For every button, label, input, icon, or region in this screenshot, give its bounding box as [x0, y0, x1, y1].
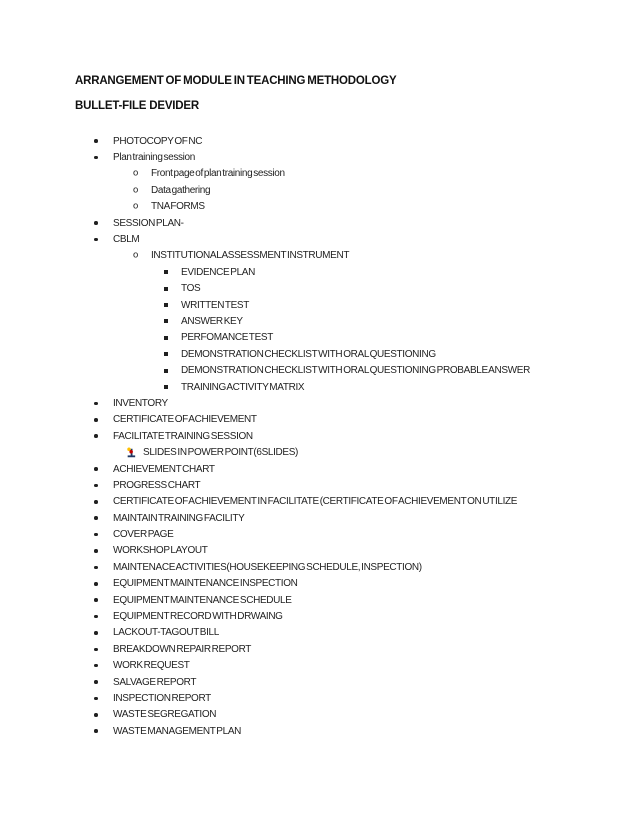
- disc-bullet-icon: [94, 680, 113, 684]
- list-item: [0, 608, 638, 624]
- colored-arrow-bullet-icon: [126, 447, 143, 458]
- square-bullet-icon: [164, 369, 181, 373]
- list-item-text: BREAKDOWN REPAIR REPORT: [113, 643, 252, 655]
- list-item: [0, 215, 638, 231]
- disc-bullet-icon: [94, 664, 113, 668]
- list-item: [0, 576, 638, 592]
- list-item: [0, 526, 638, 542]
- list-item: [0, 543, 638, 559]
- list-item-text: PHOTOCOPY OF NC: [113, 135, 203, 147]
- disc-bullet-icon: [94, 484, 113, 488]
- list-item: [0, 641, 638, 657]
- list-item-text: PERFOMANCE TEST: [181, 332, 273, 344]
- disc-bullet-icon: [94, 598, 113, 602]
- list-item-text: MAINTENACE ACTIVITIES(HOUSEKEEPING SCHEDULE, INSPECTION): [113, 561, 422, 573]
- disc-bullet-icon: [94, 697, 113, 701]
- list-item-text: LACKOUT-TAGOUT BILL: [113, 627, 219, 639]
- disc-bullet-icon: [94, 221, 113, 225]
- list-item-text: SALVAGE REPORT: [113, 676, 197, 688]
- disc-bullet-icon: [94, 729, 113, 733]
- list-item-text: CBLM: [113, 234, 140, 246]
- bullet-list: [0, 133, 638, 739]
- disc-bullet-icon: [94, 467, 113, 471]
- list-item: [0, 297, 638, 313]
- list-item-text: SLIDES IN POWER POINT(6SLIDES): [143, 447, 299, 459]
- list-item: [0, 477, 638, 493]
- square-bullet-icon: [164, 303, 181, 307]
- list-item-text: TRAINING ACTIVITY MATRIX: [181, 381, 305, 393]
- list-item: [0, 625, 638, 641]
- list-item: [0, 674, 638, 690]
- list-item-text: Plan training session: [113, 152, 195, 164]
- list-item: [0, 346, 638, 362]
- square-bullet-icon: [164, 385, 181, 389]
- square-bullet-icon: [164, 336, 181, 340]
- list-item: [0, 281, 638, 297]
- list-item-text: WORKSHOP LAYOUT: [113, 545, 208, 557]
- list-item-text: DEMONSTRATION CHECKLIST WITH ORAL QUESTIONING: [181, 348, 436, 360]
- list-item-text: INSPECTION REPORT: [113, 692, 211, 704]
- list-item-text: INVENTORY: [113, 397, 168, 409]
- list-item-text: EQUIPMENT MAINTENANCE SCHEDULE: [113, 594, 292, 606]
- disc-bullet-icon: [94, 156, 113, 160]
- disc-bullet-icon: [94, 533, 113, 537]
- square-bullet-icon: [164, 270, 181, 274]
- list-item-text: TNA FORMS: [151, 201, 205, 213]
- disc-bullet-icon: [94, 434, 113, 438]
- list-item: [0, 707, 638, 723]
- list-item: [0, 362, 638, 378]
- list-item: [0, 428, 638, 444]
- list-item-text: CERTIFICATE OF ACHIEVEMENT: [113, 414, 257, 426]
- list-item-text: Front page of plan training session: [151, 168, 285, 180]
- disc-bullet-icon: [94, 516, 113, 520]
- list-item-text: WASTE MANAGEMENT PLAN: [113, 725, 242, 737]
- disc-bullet-icon: [94, 566, 113, 570]
- list-item: [0, 248, 638, 264]
- list-item: [0, 264, 638, 280]
- document-title: ARRANGEMENT OF MODULE IN TEACHING METHODOLOGY: [75, 75, 397, 87]
- square-bullet-icon: [164, 352, 181, 356]
- list-item-text: EVIDENCE PLAN: [181, 266, 255, 278]
- list-item: [0, 199, 638, 215]
- list-item-text: WORK REQUEST: [113, 660, 190, 672]
- list-item-text: WRITTEN TEST: [181, 299, 250, 311]
- list-item: [0, 330, 638, 346]
- square-bullet-icon: [164, 287, 181, 291]
- disc-bullet-icon: [94, 500, 113, 504]
- list-item-text: FACILITATE TRAINING SESSION: [113, 430, 253, 442]
- list-item: [0, 723, 638, 739]
- list-item: [0, 592, 638, 608]
- list-item: [0, 395, 638, 411]
- square-bullet-icon: [164, 319, 181, 323]
- circle-bullet-icon: o: [133, 200, 139, 212]
- disc-bullet-icon: [94, 582, 113, 586]
- document-subtitle: BULLET-FILE DEVIDER: [75, 100, 199, 112]
- list-item: [0, 149, 638, 165]
- list-item-text: EQUIPMENT RECORD WITH DRWAING: [113, 611, 283, 623]
- list-item: [0, 231, 638, 247]
- disc-bullet-icon: [94, 648, 113, 652]
- list-item: [0, 461, 638, 477]
- list-item: [0, 133, 638, 149]
- list-item: [0, 412, 638, 428]
- list-item: [0, 559, 638, 575]
- list-item-text: COVER PAGE: [113, 529, 174, 541]
- list-item: [0, 510, 638, 526]
- disc-bullet-icon: [94, 402, 113, 406]
- disc-bullet-icon: [94, 238, 113, 242]
- list-item: [0, 690, 638, 706]
- disc-bullet-icon: [94, 549, 113, 553]
- list-item: [0, 444, 638, 460]
- list-item-text: INSTITUTIONAL ASSESSMENT INSTRUMENT: [151, 250, 350, 262]
- disc-bullet-icon: [94, 615, 113, 619]
- list-item-text: EQUIPMENT MAINTENANCE INSPECTION: [113, 578, 298, 590]
- list-item: [0, 182, 638, 198]
- list-item-text: CERTIFICATE OF ACHIEVEMENT IN FACILITATE (CERTIFICATE OF ACHIEVEMENT ON UTILIZE: [113, 496, 518, 508]
- list-item-text: ANSWER KEY: [181, 315, 243, 327]
- list-item-text: WASTE SEGREGATION: [113, 709, 217, 721]
- list-item: [0, 166, 638, 182]
- list-item: [0, 494, 638, 510]
- list-item-text: PROGRESS CHART: [113, 479, 201, 491]
- disc-bullet-icon: [94, 418, 113, 422]
- circle-bullet-icon: o: [133, 167, 139, 179]
- circle-bullet-icon: o: [133, 184, 139, 196]
- list-item: [0, 658, 638, 674]
- disc-bullet-icon: [94, 631, 113, 635]
- disc-bullet-icon: [94, 139, 113, 143]
- list-item: [0, 313, 638, 329]
- list-item-text: SESSION PLAN-: [113, 217, 184, 229]
- disc-bullet-icon: [94, 713, 113, 717]
- list-item-text: TOS: [181, 283, 201, 295]
- list-item-text: DEMONSTRATION CHECKLIST WITH ORAL QUESTIONING PROBABLE ANSWER: [181, 365, 530, 377]
- list-item: [0, 379, 638, 395]
- list-item-text: MAINTAIN TRAINING FACILITY: [113, 512, 245, 524]
- circle-bullet-icon: o: [133, 249, 139, 261]
- list-item-text: ACHIEVEMENT CHART: [113, 463, 215, 475]
- list-item-text: Data gathering: [151, 184, 211, 196]
